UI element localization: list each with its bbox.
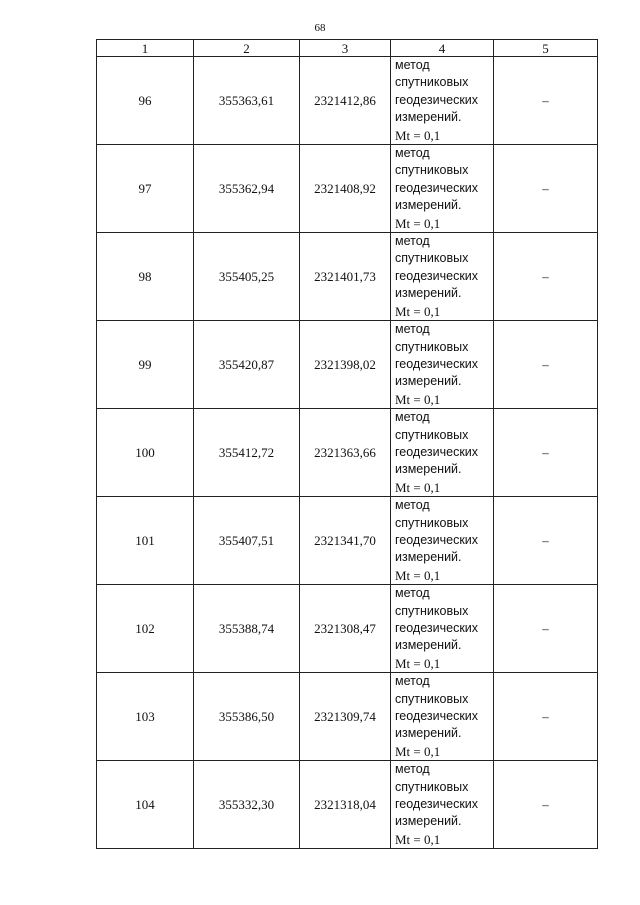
note-cell: – [494, 233, 598, 321]
point-number-cell: 99 [97, 321, 194, 409]
precision-text: Mt = 0,1 [395, 391, 441, 407]
method-line: спутниковых [395, 163, 469, 178]
method-line: метод [395, 498, 430, 513]
method-line: спутниковых [395, 339, 469, 354]
method-line: измерений. [395, 110, 462, 125]
note-cell: – [494, 585, 598, 673]
y-coordinate-cell: 2321308,47 [300, 585, 391, 673]
precision-text: Mt = 0,1 [395, 743, 441, 759]
method-line: измерений. [395, 814, 462, 829]
note-cell: – [494, 57, 598, 145]
method-cell [391, 57, 494, 145]
table-row [97, 585, 598, 673]
x-coordinate-cell: 355420,87 [194, 321, 300, 409]
point-number-cell: 98 [97, 233, 194, 321]
method-line: метод [395, 146, 430, 161]
header-col-4: 4 [391, 40, 494, 57]
method-cell [391, 585, 494, 673]
method-line: геодезических [395, 621, 479, 635]
table-row [97, 145, 598, 233]
header-col-5: 5 [494, 40, 598, 57]
point-number-cell: 104 [97, 761, 194, 849]
note-cell: – [494, 409, 598, 497]
method-line: измерений. [395, 726, 462, 741]
y-coordinate-cell: 2321408,92 [300, 145, 391, 233]
table-row [97, 57, 598, 145]
x-coordinate-cell: 355412,72 [194, 409, 300, 497]
y-coordinate-cell: 2321398,02 [300, 321, 391, 409]
note-cell: – [494, 673, 598, 761]
point-number-cell: 103 [97, 673, 194, 761]
table-row [97, 233, 598, 321]
method-line: метод [395, 586, 430, 601]
method-line: метод [395, 234, 430, 249]
y-coordinate-cell: 2321318,04 [300, 761, 391, 849]
method-line: метод [395, 58, 430, 72]
precision-text: Mt = 0,1 [395, 655, 441, 671]
note-cell: – [494, 321, 598, 409]
point-number-cell: 96 [97, 57, 194, 145]
method-cell [391, 673, 494, 761]
method-line: метод [395, 410, 430, 425]
method-line: измерений. [395, 462, 462, 477]
y-coordinate-cell: 2321412,86 [300, 57, 391, 145]
table-row [97, 761, 598, 849]
header-col-1: 1 [97, 40, 194, 57]
precision-text: Mt = 0,1 [395, 127, 441, 143]
method-line: геодезических [395, 532, 479, 547]
method-line: геодезических [395, 180, 479, 195]
method-line: спутниковых [395, 691, 469, 706]
method-line: спутниковых [395, 75, 469, 90]
method-line: метод [395, 762, 430, 777]
x-coordinate-cell: 355405,25 [194, 233, 300, 321]
precision-text: Mt = 0,1 [395, 831, 441, 847]
table-row [97, 409, 598, 497]
method-line: спутниковых [395, 427, 469, 442]
method-line: геодезических [395, 797, 479, 812]
point-number-cell: 100 [97, 409, 194, 497]
x-coordinate-cell: 355362,94 [194, 145, 300, 233]
table-row [97, 497, 598, 585]
method-line: геодезических [395, 356, 479, 371]
method-line: измерений. [395, 374, 462, 389]
table-row [97, 673, 598, 761]
method-cell [391, 497, 494, 585]
note-cell: – [494, 497, 598, 585]
point-number-cell: 97 [97, 145, 194, 233]
method-line: спутниковых [395, 515, 469, 530]
method-line: метод [395, 674, 430, 689]
method-line: измерений. [395, 198, 462, 213]
y-coordinate-cell: 2321341,70 [300, 497, 391, 585]
x-coordinate-cell: 355388,74 [194, 585, 300, 673]
coordinates-table [96, 39, 598, 849]
method-line: спутниковых [395, 779, 469, 794]
x-coordinate-cell: 355386,50 [194, 673, 300, 761]
method-cell [391, 409, 494, 497]
method-line: геодезических [395, 444, 479, 459]
point-number-cell: 101 [97, 497, 194, 585]
method-line: метод [395, 322, 430, 337]
page-number: 68 [314, 22, 326, 34]
method-cell [391, 145, 494, 233]
precision-text: Mt = 0,1 [395, 303, 441, 319]
method-line: геодезических [395, 268, 479, 283]
y-coordinate-cell: 2321309,74 [300, 673, 391, 761]
header-row [97, 40, 598, 57]
x-coordinate-cell: 355332,30 [194, 761, 300, 849]
note-cell: – [494, 145, 598, 233]
point-number-cell: 102 [97, 585, 194, 673]
header-col-3: 3 [300, 40, 391, 57]
precision-text: Mt = 0,1 [395, 567, 441, 583]
method-line: геодезических [395, 709, 479, 724]
x-coordinate-cell: 355407,51 [194, 497, 300, 585]
x-coordinate-cell: 355363,61 [194, 57, 300, 145]
method-line: спутниковых [395, 251, 469, 266]
method-line: геодезических [395, 92, 479, 107]
method-cell [391, 761, 494, 849]
y-coordinate-cell: 2321401,73 [300, 233, 391, 321]
method-line: спутниковых [395, 603, 469, 618]
table-body [97, 57, 598, 849]
method-line: измерений. [395, 286, 462, 301]
method-line: измерений. [395, 638, 462, 653]
method-cell [391, 233, 494, 321]
header-col-2: 2 [194, 40, 300, 57]
precision-text: Mt = 0,1 [395, 215, 441, 231]
method-line: измерений. [395, 550, 462, 565]
note-cell: – [494, 761, 598, 849]
precision-text: Mt = 0,1 [395, 479, 441, 495]
table-row [97, 321, 598, 409]
method-cell [391, 321, 494, 409]
y-coordinate-cell: 2321363,66 [300, 409, 391, 497]
